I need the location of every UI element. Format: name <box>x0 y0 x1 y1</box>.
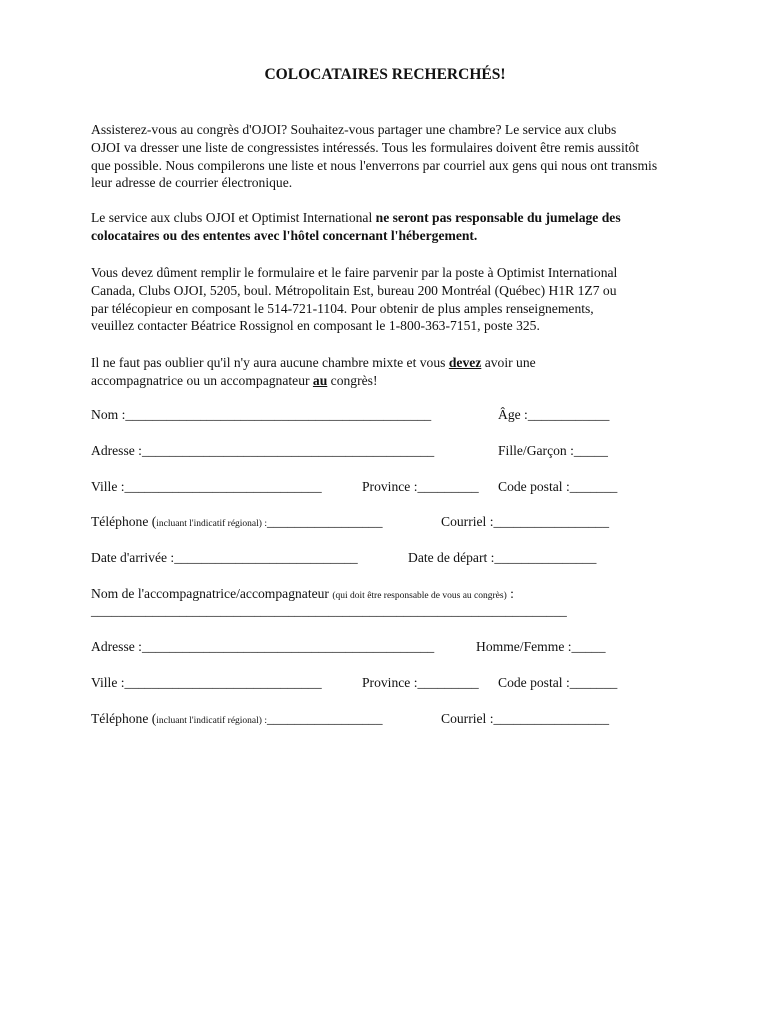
arrival-date-field[interactable]: Date d'arrivée :___________________________ <box>91 550 358 565</box>
companion-colon: : <box>506 586 514 601</box>
reminder-text: congrès! <box>327 372 378 388</box>
disclaimer-line-1 <box>91 209 731 227</box>
reminder-line-2 <box>91 372 731 390</box>
address-field[interactable]: Adresse :___________________________________________ <box>91 443 435 458</box>
reminder-text: avoir une <box>481 355 536 370</box>
instructions-line: Vous devez dûment remplir le formulaire et le faire parvenir par la poste à Optimist International <box>91 265 618 280</box>
name-field[interactable]: Nom :_____________________________________________ <box>91 407 432 422</box>
disclaimer-line-2: colocataires ou des ententes avec l'hôtel concernant l'hébergement. <box>91 227 478 243</box>
phone-blank[interactable]: _________________ <box>266 711 383 726</box>
instructions-line: Canada, Clubs OJOI, 5205, boul. Métropolitain Est, bureau 200 Montréal (Québec) H1R 1Z7 ou <box>91 282 617 298</box>
intro-line: OJOI va dresser une liste de congressistes intéressés. Tous les formulaires doivent être remis aussitôt <box>91 139 640 155</box>
phone-note: incluant l'indicatif régional) : <box>156 519 267 529</box>
departure-date-field[interactable]: Date de départ :_______________ <box>408 550 597 565</box>
companion-city-field[interactable]: Ville :_____________________________ <box>91 675 322 690</box>
companion-name-label <box>91 586 514 602</box>
companion-postal-code-field[interactable]: Code postal :_______ <box>498 675 618 690</box>
province-field[interactable]: Province :_________ <box>362 479 479 494</box>
phone-label: Téléphone ( <box>91 514 157 529</box>
instructions-line: par télécopieur en composant le 514-721-1104. Pour obtenir de plus amples renseignements, <box>91 300 594 316</box>
reminder-emphasis: devez <box>448 355 482 370</box>
companion-phone-field[interactable] <box>91 711 383 727</box>
disclaimer-paragraph <box>91 209 731 245</box>
reminder-line-1 <box>91 354 731 372</box>
page-title: COLOCATAIRES RECHERCHÉS! <box>264 66 506 83</box>
phone-note: incluant l'indicatif régional) : <box>156 716 267 726</box>
companion-name-field[interactable]: ______________________________________________________________________ <box>91 603 567 618</box>
phone-label: Téléphone ( <box>91 711 157 726</box>
companion-address-field[interactable]: Adresse :___________________________________________ <box>91 639 435 654</box>
companion-note: (qui doit être responsable de vous au congrès) <box>332 591 507 601</box>
reminder-paragraph <box>91 354 731 390</box>
city-field[interactable]: Ville :_____________________________ <box>91 479 322 494</box>
phone-blank[interactable]: _________________ <box>266 514 383 529</box>
postal-code-field[interactable]: Code postal :_______ <box>498 479 618 494</box>
reminder-text: accompagnatrice ou un accompagnateur <box>91 372 313 388</box>
intro-paragraph <box>91 121 731 192</box>
age-field[interactable]: Âge :____________ <box>498 407 610 422</box>
intro-line: leur adresse de courrier électronique. <box>91 175 293 191</box>
man-woman-field[interactable]: Homme/Femme :_____ <box>476 639 606 654</box>
intro-line: que possible. Nous compilerons une liste et nous l'enverrons par courriel aux gens qui nous ont transmis <box>91 157 658 173</box>
companion-province-field[interactable]: Province :_________ <box>362 675 479 690</box>
disclaimer-text: Le service aux clubs OJOI et Optimist International <box>91 210 376 225</box>
instructions-paragraph <box>91 264 731 335</box>
reminder-emphasis: au <box>312 372 328 388</box>
companion-label: Nom de l'accompagnatrice/accompagnateur <box>91 586 333 601</box>
email-field[interactable]: Courriel :_________________ <box>441 514 610 529</box>
companion-email-field[interactable]: Courriel :_________________ <box>441 711 610 726</box>
reminder-text: Il ne faut pas oublier qu'il n'y aura aucune chambre mixte et vous <box>91 355 449 370</box>
girl-boy-field[interactable]: Fille/Garçon :_____ <box>498 443 608 458</box>
intro-line: Assisterez-vous au congrès d'OJOI? Souhaitez-vous partager une chambre? Le service aux clubs <box>91 122 617 137</box>
disclaimer-bold-text: ne seront pas responsable du jumelage des <box>375 210 621 225</box>
instructions-line: veuillez contacter Béatrice Rossignol en composant le 1-800-363-7151, poste 325. <box>91 318 540 334</box>
phone-field[interactable] <box>91 514 383 530</box>
